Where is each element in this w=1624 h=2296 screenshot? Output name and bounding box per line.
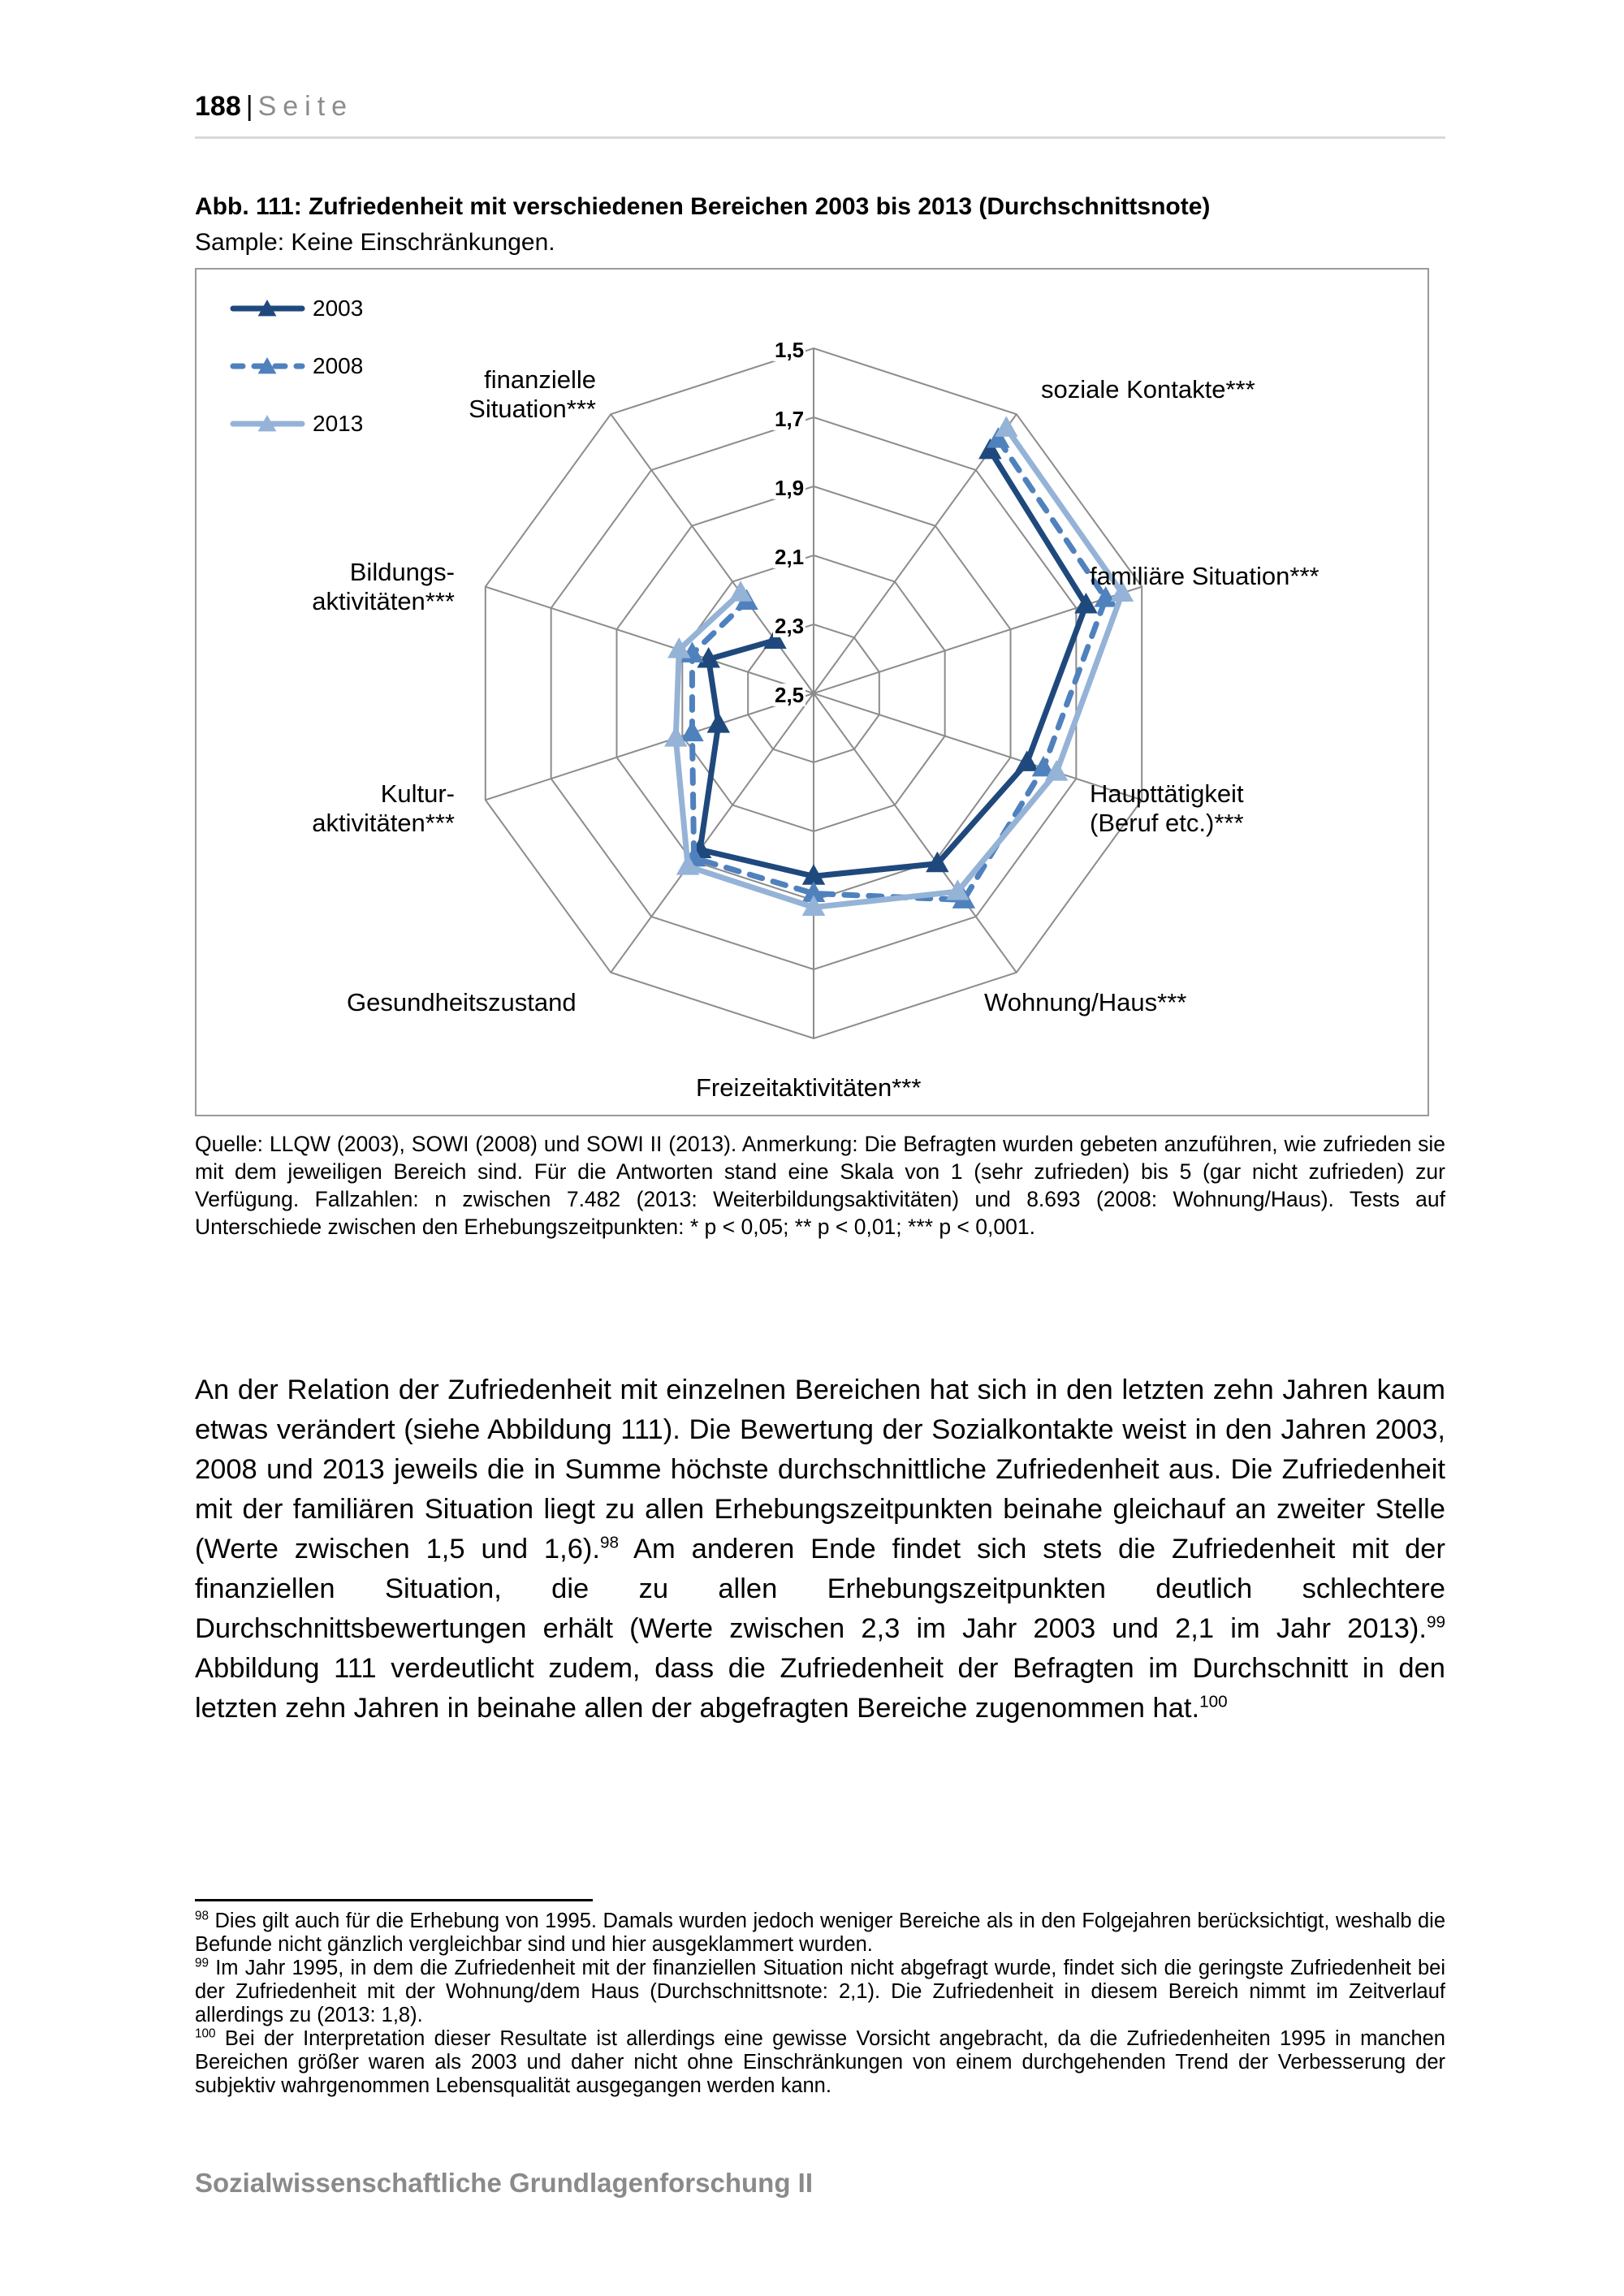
axis-label: soziale Kontakte*** <box>1041 375 1255 404</box>
axis-label: Haupttätigkeit (Beruf etc.)*** <box>1090 779 1244 837</box>
footnote-divider <box>195 1899 593 1901</box>
legend-label: 2003 <box>313 296 364 321</box>
footnote-text: Bei der Interpretation dieser Resultate ist allerdings eine gewisse Vorsicht angebracht, da die Zufriedenheiten 1995 in manchen Bereichen größer waren als 2003 und daher nicht ohne Einschränkungen von einem durchgehenden Trend der Verbesserung der subjektiv wahrgenommen Lebensqualität ausgegangen werden kann. <box>195 2027 1445 2097</box>
footnote-number: 99 <box>195 1956 209 1970</box>
series-line-2008 <box>692 439 1105 900</box>
axis-label: Freizeitaktivitäten*** <box>696 1073 922 1102</box>
legend-line-triangle-icon <box>229 412 306 436</box>
page-word: Seite <box>257 91 354 122</box>
tick-label: 1,9 <box>775 476 805 500</box>
series-line-2003 <box>700 451 1086 876</box>
tick-label: 2,1 <box>775 545 805 569</box>
page-separator: | <box>245 91 253 122</box>
axis-label: finanzielle Situation*** <box>469 365 596 423</box>
footnote-ref-98[interactable]: 98 <box>599 1533 619 1552</box>
footnote-100 <box>195 2027 1445 2098</box>
tick-label: 2,3 <box>775 614 805 638</box>
grid-spoke <box>611 693 814 973</box>
grid-spoke <box>814 693 1017 973</box>
axis-label: Gesundheitszustand <box>347 988 577 1016</box>
tick-label: 2,5 <box>775 683 805 707</box>
footnote-ref-99[interactable]: 99 <box>1426 1612 1445 1632</box>
figure-sample: Sample: Keine Einschränkungen. <box>195 229 555 256</box>
axis-label: Kultur- aktivitäten*** <box>312 779 455 837</box>
legend-line-triangle-icon <box>229 296 306 321</box>
data-marker-triangle-icon <box>729 580 753 602</box>
tick-label: 1,5 <box>775 338 805 362</box>
footnote-number: 100 <box>195 2026 216 2041</box>
page-number: 188 <box>195 91 241 122</box>
grid-spoke <box>486 587 814 693</box>
page-footer: Sozialwissenschaftliche Grundlagenforschung II <box>195 2168 813 2198</box>
footnote-ref-100[interactable]: 100 <box>1199 1692 1228 1711</box>
body-paragraph <box>195 1370 1445 1728</box>
body-text-part: Am anderen Ende findet sich stets die Zufriedenheit mit der finanziellen Situation, die zu allen Erhebungszeitpunkten deutlich schlechtere Durchschnittsbewertungen erhält (Werte zwischen 2,3 im Jahr 2003 und 2,1 im Jahr 2013). <box>195 1534 1445 1644</box>
legend-label: 2013 <box>313 411 364 436</box>
body-text-part: Abbildung 111 verdeutlicht zudem, dass die Zufriedenheit der Befragten im Durchschnitt in den letzten zehn Jahren in beinahe allen der abgefragten Bereiche zugenommen hat. <box>195 1653 1445 1724</box>
tick-label: 1,7 <box>775 407 805 431</box>
legend-item-2003 <box>229 292 363 325</box>
series-line-2013 <box>676 428 1122 907</box>
footnote-98 <box>195 1910 1445 1957</box>
body-text-part: An der Relation der Zufriedenheit mit einzelnen Bereichen hat sich in den letzten zehn Jahren kaum etwas verändert (siehe Abbildung 111). Die Bewertung der Sozialkontakte weist in den Jahren 2003, 2008 und 2013 jeweils die in Summe höchste durchschnittliche Zufriedenheit aus. Die Zufriedenheit mit der familiären Situation liegt zu allen Erhebungszeitpunkten beinahe gleichauf an zweiter Stelle (Werte zwischen 1,5 und 1,6). <box>195 1375 1445 1564</box>
axis-label: familiäre Situation*** <box>1090 562 1320 590</box>
data-marker-triangle-icon <box>995 416 1018 437</box>
page-header <box>195 91 1445 139</box>
legend-label: 2008 <box>313 353 364 378</box>
footnote-number: 98 <box>195 1909 209 1923</box>
footnote-99 <box>195 1957 1445 2027</box>
axis-label: Bildungs- aktivitäten*** <box>312 558 455 615</box>
figure-source-note: Quelle: LLQW (2003), SOWI (2008) und SOWI II (2013). Anmerkung: Die Befragten wurden gebeten anzuführen, wie zufrieden sie mit dem jeweiligen Bereich sind. Für die Antworten stand eine Skala von 1 (sehr zufrieden) bis 5 (gar nicht zufrieden) zur Verfügung. Fallzahlen: n zwischen 7.482 (2013: Weiterbildungsaktivitäten) und 8.693 (2008: Wohnung/Haus). Tests auf Unterschiede zwischen den Erhebungszeitpunkten: * p < 0,05; ** p < 0,01; *** p < 0,001. <box>195 1132 1445 1239</box>
grid-spoke <box>486 693 814 800</box>
radar-chart <box>195 268 1429 1116</box>
legend-item-2008 <box>229 350 363 382</box>
footnote-text: Dies gilt auch für die Erhebung von 1995. Damals wurden jedoch weniger Bereiche als in den Folgejahren berücksichtigt, weshalb die Befunde nicht gänzlich vergleichbar sind und hier ausgeklammert wurden. <box>195 1910 1445 1956</box>
footnotes <box>195 1910 1445 2098</box>
axis-label: Wohnung/Haus*** <box>984 988 1187 1016</box>
legend-line-triangle-icon <box>229 354 306 378</box>
footnote-text: Im Jahr 1995, in dem die Zufriedenheit mit der finanziellen Situation nicht abgefragt wurde, findet sich die geringste Zufriedenheit bei der Zufriedenheit mit der Wohnung/dem Haus (Durchschnittsnote: 2,1). Die Zufriedenheit in diesem Bereich nimmt im Zeitverlauf allerdings zu (2013: 1,8). <box>195 1957 1445 2026</box>
legend-item-2013 <box>229 408 363 440</box>
figure-title: Abb. 111: Zufriedenheit mit verschiedenen Bereichen 2003 bis 2013 (Durchschnittsnote) <box>195 193 1211 220</box>
